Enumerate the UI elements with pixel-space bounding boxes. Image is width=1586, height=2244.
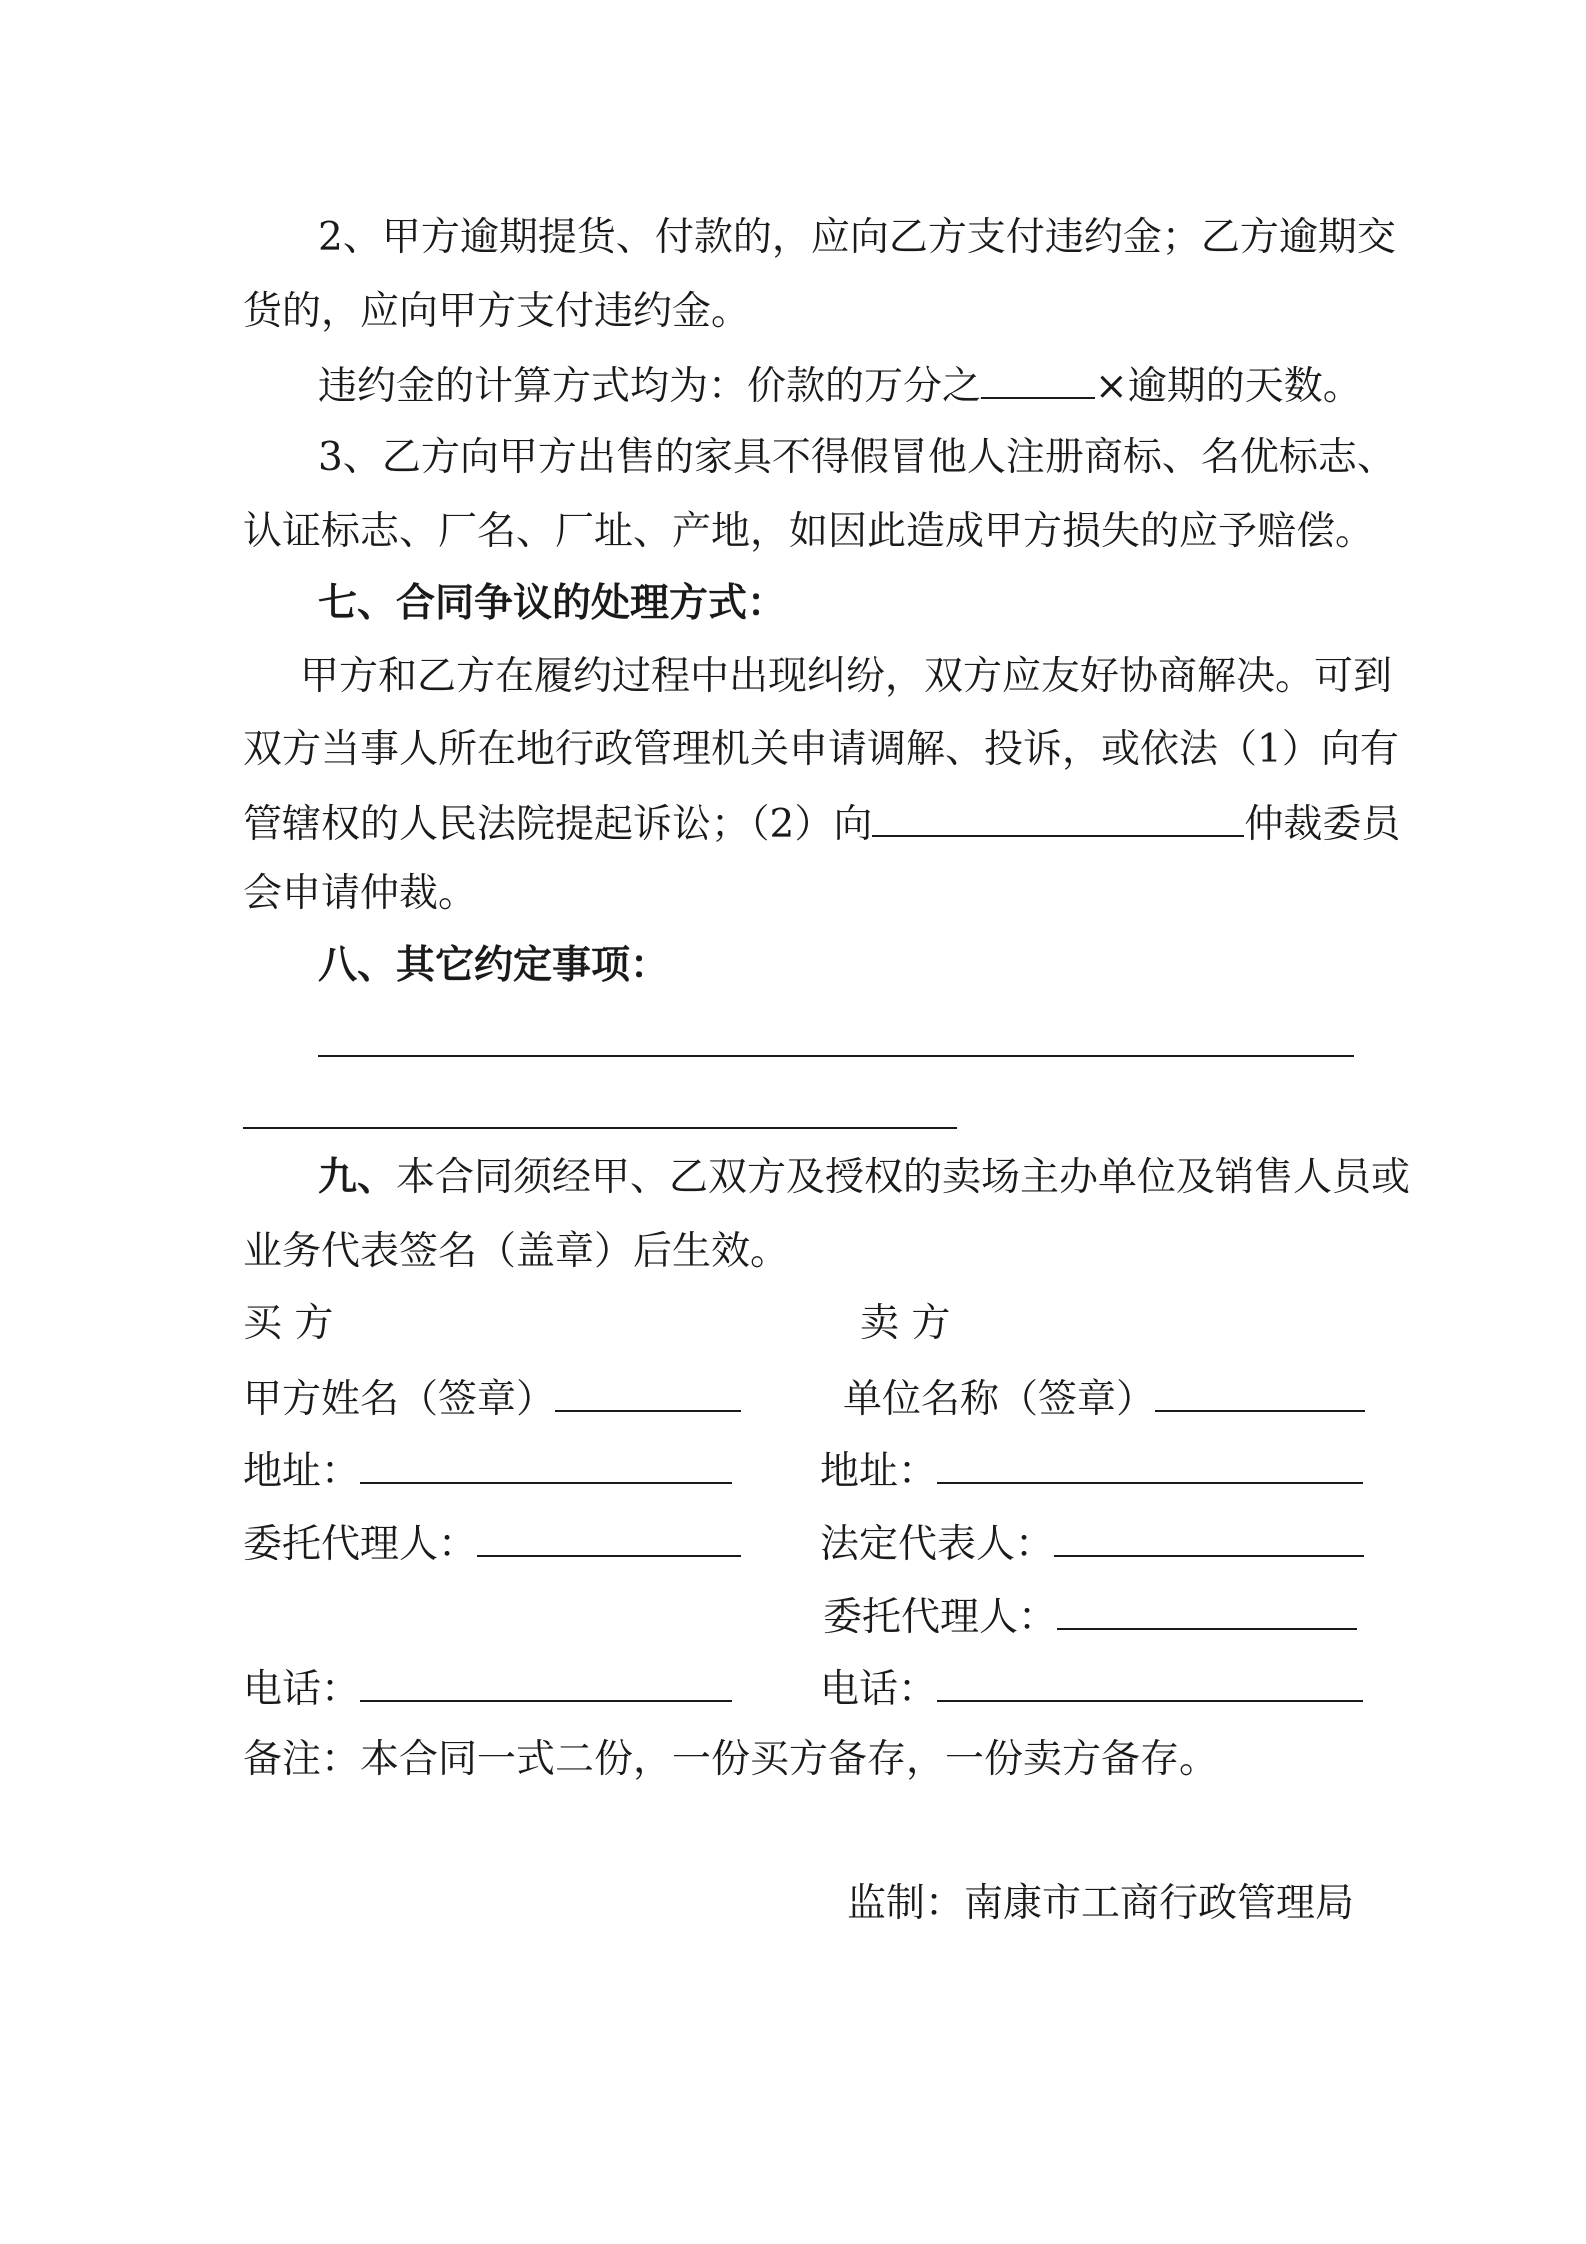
buyer-agent-label: 委托代理人： (243, 1522, 478, 1567)
penalty-rate-blank (981, 361, 1095, 399)
seller-name-blank (1155, 1374, 1365, 1412)
clause7-line3-prefix: 管辖权的人民法院提起诉讼；（2）向 (243, 802, 873, 847)
buyer-phone-row (243, 1664, 732, 1712)
other-terms-blank-line1 (318, 1055, 1354, 1057)
seller-legal-rep-row (820, 1519, 1364, 1567)
buyer-address-blank (360, 1446, 732, 1484)
clause8-heading: 八、其它约定事项： (318, 943, 670, 988)
clause6-item3-line2: 认证标志、厂名、厂址、产地，如因此造成甲方损失的应予赔偿。 (243, 509, 1375, 554)
clause7-heading: 七、合同争议的处理方式： (318, 581, 787, 626)
buyer-address-label: 地址： (243, 1449, 361, 1494)
penalty-formula-suffix: ×逾期的天数。 (1095, 364, 1362, 409)
buyer-address-row (243, 1446, 732, 1494)
note-line: 备注：本合同一式二份，一份买方备存，一份卖方备存。 (243, 1737, 1219, 1782)
clause9-line1 (318, 1154, 1410, 1202)
seller-title: 卖 方 (860, 1301, 951, 1346)
seller-address-blank (937, 1446, 1363, 1484)
seller-address-row (820, 1446, 1363, 1494)
buyer-phone-blank (360, 1664, 732, 1702)
seller-phone-row (820, 1664, 1363, 1712)
buyer-phone-label: 电话： (243, 1667, 361, 1712)
penalty-formula-prefix: 违约金的计算方式均为：价款的万分之 (318, 364, 982, 409)
other-terms-blank-line2 (243, 1127, 957, 1129)
clause6-item2-line2: 货的，应向甲方支付违约金。 (243, 289, 751, 334)
seller-phone-label: 电话： (820, 1667, 938, 1712)
seller-legal-rep-label: 法定代表人： (820, 1522, 1055, 1567)
clause7-line3-suffix: 仲裁委员 (1244, 802, 1401, 847)
seller-name-row (843, 1374, 1365, 1422)
buyer-title: 买 方 (243, 1301, 334, 1346)
clause9-text: 本合同须经甲、乙双方及授权的卖场主办单位及销售人员或 (396, 1155, 1411, 1200)
seller-agent-row (823, 1592, 1357, 1640)
buyer-agent-blank (477, 1519, 741, 1557)
seller-address-label: 地址： (820, 1449, 938, 1494)
clause7-line2: 双方当事人所在地行政管理机关申请调解、投诉，或依法（1）向有 (243, 727, 1399, 772)
penalty-formula-line (318, 361, 1362, 409)
seller-agent-label: 委托代理人： (823, 1595, 1058, 1640)
seller-agent-blank (1057, 1592, 1357, 1630)
buyer-name-row (243, 1374, 741, 1422)
clause6-item2-line1: 2、甲方逾期提货、付款的，应向乙方支付违约金；乙方逾期交 (318, 215, 1396, 260)
buyer-name-label: 甲方姓名（签章） (243, 1377, 556, 1422)
clause9-number: 九、 (318, 1155, 397, 1200)
supervisor-line: 监制：南康市工商行政管理局 (846, 1881, 1354, 1926)
seller-legal-rep-blank (1054, 1519, 1364, 1557)
seller-phone-blank (937, 1664, 1363, 1702)
clause9-line2: 业务代表签名（盖章）后生效。 (243, 1229, 790, 1274)
clause7-line3 (243, 799, 1400, 847)
seller-name-label: 单位名称（签章） (843, 1377, 1156, 1422)
buyer-name-blank (555, 1374, 741, 1412)
clause6-item3-line1: 3、乙方向甲方出售的家具不得假冒他人注册商标、名优标志、 (318, 435, 1396, 480)
clause7-line1: 甲方和乙方在履约过程中出现纠纷，双方应友好协商解决。可到 (300, 654, 1393, 699)
clause7-line4: 会申请仲裁。 (243, 871, 478, 916)
buyer-agent-row (243, 1519, 741, 1567)
arbitration-committee-blank (872, 799, 1244, 837)
